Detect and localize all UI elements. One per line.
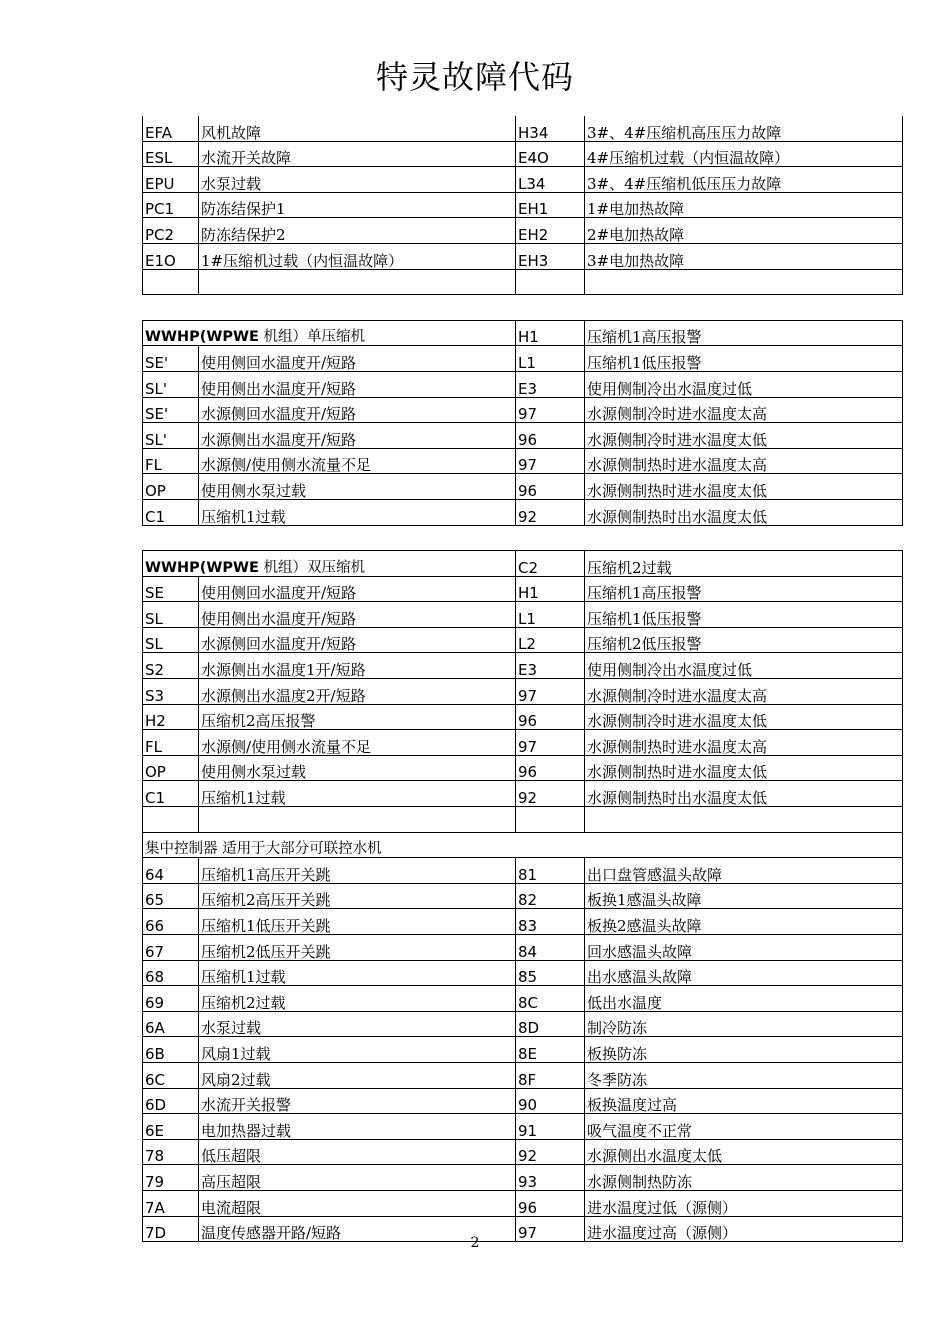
- fault-code: FL: [143, 730, 199, 756]
- fault-description: 使用侧出水温度开/短路: [199, 602, 516, 628]
- fault-description: 出水感温头故障: [585, 960, 903, 986]
- section-header-text: 机组）单压缩机: [258, 329, 366, 346]
- fault-description: 风扇1过载: [199, 1037, 516, 1063]
- fault-code: 64: [143, 858, 199, 884]
- fault-code: E3: [516, 653, 585, 679]
- section-header: [143, 551, 516, 577]
- fault-description: 水源侧制热防冻: [585, 1165, 903, 1191]
- fault-description: 水源侧制冷时进水温度太高: [585, 679, 903, 705]
- fault-description: 水源侧制热时进水温度太低: [585, 755, 903, 781]
- fault-code: 91: [516, 1114, 585, 1140]
- fault-code: EH3: [516, 243, 585, 269]
- empty-cell: [516, 807, 585, 833]
- section-gap: [143, 295, 903, 321]
- fault-description: 压缩机2高压报警: [199, 704, 516, 730]
- section-header-row: [143, 832, 903, 858]
- fault-description: 制冷防冻: [585, 1011, 903, 1037]
- fault-description: 水源侧制冷时进水温度太低: [585, 704, 903, 730]
- fault-code: 92: [516, 499, 585, 525]
- section-header-model: WWHP(WPWE: [145, 559, 259, 576]
- fault-code: 81: [516, 858, 585, 884]
- fault-code: 65: [143, 883, 199, 909]
- fault-code: SL: [143, 602, 199, 628]
- fault-description: 板换2感温头故障: [585, 909, 903, 935]
- fault-description: 水源侧制热时进水温度太高: [585, 730, 903, 756]
- empty-cell: [143, 807, 199, 833]
- fault-code: 96: [516, 1190, 585, 1216]
- fault-code: C2: [516, 551, 585, 577]
- fault-description: 水泵过载: [199, 167, 516, 193]
- fault-description: 水源侧制热时进水温度太低: [585, 474, 903, 500]
- table-row: [143, 576, 903, 602]
- fault-description: 防冻结保护2: [199, 218, 516, 244]
- fault-code-table: [142, 116, 903, 1242]
- fault-code: OP: [143, 474, 199, 500]
- fault-description: 压缩机1高压开关跳: [199, 858, 516, 884]
- table-row: [143, 883, 903, 909]
- fault-description: 水源侧/使用侧水流量不足: [199, 448, 516, 474]
- fault-description: 水源侧出水温度开/短路: [199, 423, 516, 449]
- fault-description: 水源侧回水温度开/短路: [199, 397, 516, 423]
- fault-code: 93: [516, 1165, 585, 1191]
- fault-code: SE': [143, 346, 199, 372]
- fault-description: 进水温度过高（源侧）: [585, 1216, 903, 1242]
- fault-code: ESL: [143, 141, 199, 167]
- fault-description: 使用侧制冷出水温度过低: [585, 653, 903, 679]
- fault-description: 1#压缩机过载（内恒温故障）: [199, 243, 516, 269]
- table-row: [143, 448, 903, 474]
- fault-code: L1: [516, 346, 585, 372]
- fault-description: 板换1感温头故障: [585, 883, 903, 909]
- empty-cell: [199, 807, 516, 833]
- fault-code: H2: [143, 704, 199, 730]
- fault-description: 压缩机2高压开关跳: [199, 883, 516, 909]
- table-row: [143, 1088, 903, 1114]
- fault-code: 97: [516, 730, 585, 756]
- fault-description: 1#电加热故障: [585, 192, 903, 218]
- fault-description: 温度传感器开路/短路: [199, 1216, 516, 1242]
- fault-code: 67: [143, 935, 199, 961]
- fault-description: 水源侧出水温度2开/短路: [199, 679, 516, 705]
- fault-code: 97: [516, 679, 585, 705]
- fault-description: 水源侧回水温度开/短路: [199, 627, 516, 653]
- page-title: 特灵故障代码: [375, 58, 574, 96]
- fault-description: 压缩机1过载: [199, 499, 516, 525]
- fault-code: 8E: [516, 1037, 585, 1063]
- table-row: [143, 1037, 903, 1063]
- fault-code: 92: [516, 1139, 585, 1165]
- fault-description: 低出水温度: [585, 986, 903, 1012]
- fault-code: 96: [516, 704, 585, 730]
- fault-code: 97: [516, 397, 585, 423]
- table-row: [143, 371, 903, 397]
- table-row: [143, 935, 903, 961]
- fault-description: 冬季防冻: [585, 1062, 903, 1088]
- table-row: [143, 986, 903, 1012]
- table-row: [143, 346, 903, 372]
- table-row: [143, 755, 903, 781]
- fault-code: 97: [516, 448, 585, 474]
- fault-description: 水源侧出水温度1开/短路: [199, 653, 516, 679]
- fault-code: E1O: [143, 243, 199, 269]
- fault-code: H34: [516, 116, 585, 141]
- table-row: [143, 679, 903, 705]
- gap-cell: [143, 525, 903, 551]
- fault-description: 使用侧制冷出水温度过低: [585, 371, 903, 397]
- fault-code: H1: [516, 320, 585, 346]
- section-header-text: 机组）双压缩机: [258, 559, 366, 576]
- fault-description: 4#压缩机过载（内恒温故障）: [585, 141, 903, 167]
- fault-code: L1: [516, 602, 585, 628]
- fault-code: 78: [143, 1139, 199, 1165]
- fault-description: 回水感温头故障: [585, 935, 903, 961]
- fault-description: 使用侧水泵过载: [199, 474, 516, 500]
- fault-code: 92: [516, 781, 585, 807]
- fault-description: 压缩机1高压报警: [585, 320, 903, 346]
- table-row: [143, 1062, 903, 1088]
- fault-description: 3#电加热故障: [585, 243, 903, 269]
- fault-code: 79: [143, 1165, 199, 1191]
- table-row: [143, 730, 903, 756]
- fault-code: 6D: [143, 1088, 199, 1114]
- fault-description: 压缩机2低压开关跳: [199, 935, 516, 961]
- fault-description: 电加热器过载: [199, 1114, 516, 1140]
- fault-code: 96: [516, 755, 585, 781]
- fault-description: 压缩机1低压报警: [585, 346, 903, 372]
- section-header: 集中控制器 适用于大部分可联控水机: [143, 832, 903, 858]
- fault-code: C1: [143, 781, 199, 807]
- fault-description: 水源侧制热时出水温度太低: [585, 781, 903, 807]
- fault-code: 8F: [516, 1062, 585, 1088]
- fault-description: 使用侧出水温度开/短路: [199, 371, 516, 397]
- table-row: [143, 141, 903, 167]
- table-row: [143, 474, 903, 500]
- table-row: [143, 423, 903, 449]
- fault-description: 水泵过载: [199, 1011, 516, 1037]
- fault-code: 66: [143, 909, 199, 935]
- fault-code: SE': [143, 397, 199, 423]
- section-header-model: WWHP(WPWE: [145, 329, 259, 346]
- fault-description: 吸气温度不正常: [585, 1114, 903, 1140]
- table-row: [143, 116, 903, 141]
- fault-description: 压缩机2过载: [585, 551, 903, 577]
- empty-cell: [516, 269, 585, 295]
- fault-code: 82: [516, 883, 585, 909]
- section-header: [143, 320, 516, 346]
- table-row: [143, 909, 903, 935]
- table-row: [143, 1139, 903, 1165]
- fault-description: 压缩机1低压报警: [585, 602, 903, 628]
- empty-cell: [585, 269, 903, 295]
- fault-code-table-body: [143, 116, 903, 1242]
- fault-code: 85: [516, 960, 585, 986]
- fault-description: 压缩机1低压开关跳: [199, 909, 516, 935]
- fault-code: 6B: [143, 1037, 199, 1063]
- fault-code: 97: [516, 1216, 585, 1242]
- fault-code: 7A: [143, 1190, 199, 1216]
- fault-code: S3: [143, 679, 199, 705]
- fault-description: 压缩机1过载: [199, 960, 516, 986]
- fault-code: 6A: [143, 1011, 199, 1037]
- fault-description: 水源侧出水温度太低: [585, 1139, 903, 1165]
- fault-description: 2#电加热故障: [585, 218, 903, 244]
- fault-code: EPU: [143, 167, 199, 193]
- page-number: 2: [470, 1235, 480, 1251]
- fault-code: SL: [143, 627, 199, 653]
- fault-code: C1: [143, 499, 199, 525]
- fault-description: 压缩机2过载: [199, 986, 516, 1012]
- fault-code: 96: [516, 423, 585, 449]
- table-row: [143, 627, 903, 653]
- fault-code: PC1: [143, 192, 199, 218]
- fault-description: 3#、4#压缩机低压压力故障: [585, 167, 903, 193]
- section-header-row: [143, 551, 903, 577]
- fault-code: SL': [143, 371, 199, 397]
- fault-code: 8D: [516, 1011, 585, 1037]
- empty-cell: [143, 269, 199, 295]
- table-row: [143, 1190, 903, 1216]
- table-row: [143, 653, 903, 679]
- table-row: [143, 397, 903, 423]
- blank-row: [143, 269, 903, 295]
- fault-code: E4O: [516, 141, 585, 167]
- fault-code: L2: [516, 627, 585, 653]
- empty-cell: [199, 269, 516, 295]
- fault-description: 压缩机1高压报警: [585, 576, 903, 602]
- fault-description: 使用侧回水温度开/短路: [199, 576, 516, 602]
- table-row: [143, 1165, 903, 1191]
- fault-code: H1: [516, 576, 585, 602]
- fault-code: S2: [143, 653, 199, 679]
- fault-code: 68: [143, 960, 199, 986]
- fault-description: 风扇2过载: [199, 1062, 516, 1088]
- table-row: [143, 781, 903, 807]
- fault-code: SE: [143, 576, 199, 602]
- fault-description: 低压超限: [199, 1139, 516, 1165]
- fault-description: 水源侧制冷时进水温度太低: [585, 423, 903, 449]
- fault-code: E3: [516, 371, 585, 397]
- table-row: [143, 218, 903, 244]
- fault-code: 90: [516, 1088, 585, 1114]
- table-row: [143, 499, 903, 525]
- fault-code: 6C: [143, 1062, 199, 1088]
- fault-code: L34: [516, 167, 585, 193]
- fault-code: 83: [516, 909, 585, 935]
- table-row: [143, 704, 903, 730]
- fault-code: EH2: [516, 218, 585, 244]
- fault-code: 7D: [143, 1216, 199, 1242]
- fault-description: 进水温度过低（源侧）: [585, 1190, 903, 1216]
- fault-description: 防冻结保护1: [199, 192, 516, 218]
- fault-description: 风机故障: [199, 116, 516, 141]
- fault-description: 高压超限: [199, 1165, 516, 1191]
- fault-description: 出口盘管感温头故障: [585, 858, 903, 884]
- table-row: [143, 1114, 903, 1140]
- table-row: [143, 602, 903, 628]
- fault-code: PC2: [143, 218, 199, 244]
- empty-cell: [585, 807, 903, 833]
- fault-code: FL: [143, 448, 199, 474]
- fault-description: 水源侧制热时进水温度太高: [585, 448, 903, 474]
- table-row: [143, 192, 903, 218]
- fault-description: 水流开关故障: [199, 141, 516, 167]
- fault-code: 6E: [143, 1114, 199, 1140]
- fault-description: 使用侧水泵过载: [199, 755, 516, 781]
- fault-description: 3#、4#压缩机高压压力故障: [585, 116, 903, 141]
- table-row: [143, 960, 903, 986]
- section-gap: [143, 525, 903, 551]
- table-row: [143, 858, 903, 884]
- fault-description: 使用侧回水温度开/短路: [199, 346, 516, 372]
- fault-description: 电流超限: [199, 1190, 516, 1216]
- table-row: [143, 167, 903, 193]
- fault-description: 板换温度过高: [585, 1088, 903, 1114]
- fault-code: EH1: [516, 192, 585, 218]
- table-row: [143, 1011, 903, 1037]
- fault-description: 水流开关报警: [199, 1088, 516, 1114]
- table-row: [143, 243, 903, 269]
- gap-cell: [143, 295, 903, 321]
- fault-code: OP: [143, 755, 199, 781]
- fault-code: 69: [143, 986, 199, 1012]
- blank-row: [143, 807, 903, 833]
- fault-description: 水源侧/使用侧水流量不足: [199, 730, 516, 756]
- fault-code: SL': [143, 423, 199, 449]
- fault-description: 水源侧制冷时进水温度太高: [585, 397, 903, 423]
- fault-description: 压缩机1过载: [199, 781, 516, 807]
- fault-code: EFA: [143, 116, 199, 141]
- fault-description: 压缩机2低压报警: [585, 627, 903, 653]
- fault-code: 8C: [516, 986, 585, 1012]
- fault-code: 84: [516, 935, 585, 961]
- fault-code: 96: [516, 474, 585, 500]
- section-header-row: [143, 320, 903, 346]
- fault-description: 水源侧制热时出水温度太低: [585, 499, 903, 525]
- fault-description: 板换防冻: [585, 1037, 903, 1063]
